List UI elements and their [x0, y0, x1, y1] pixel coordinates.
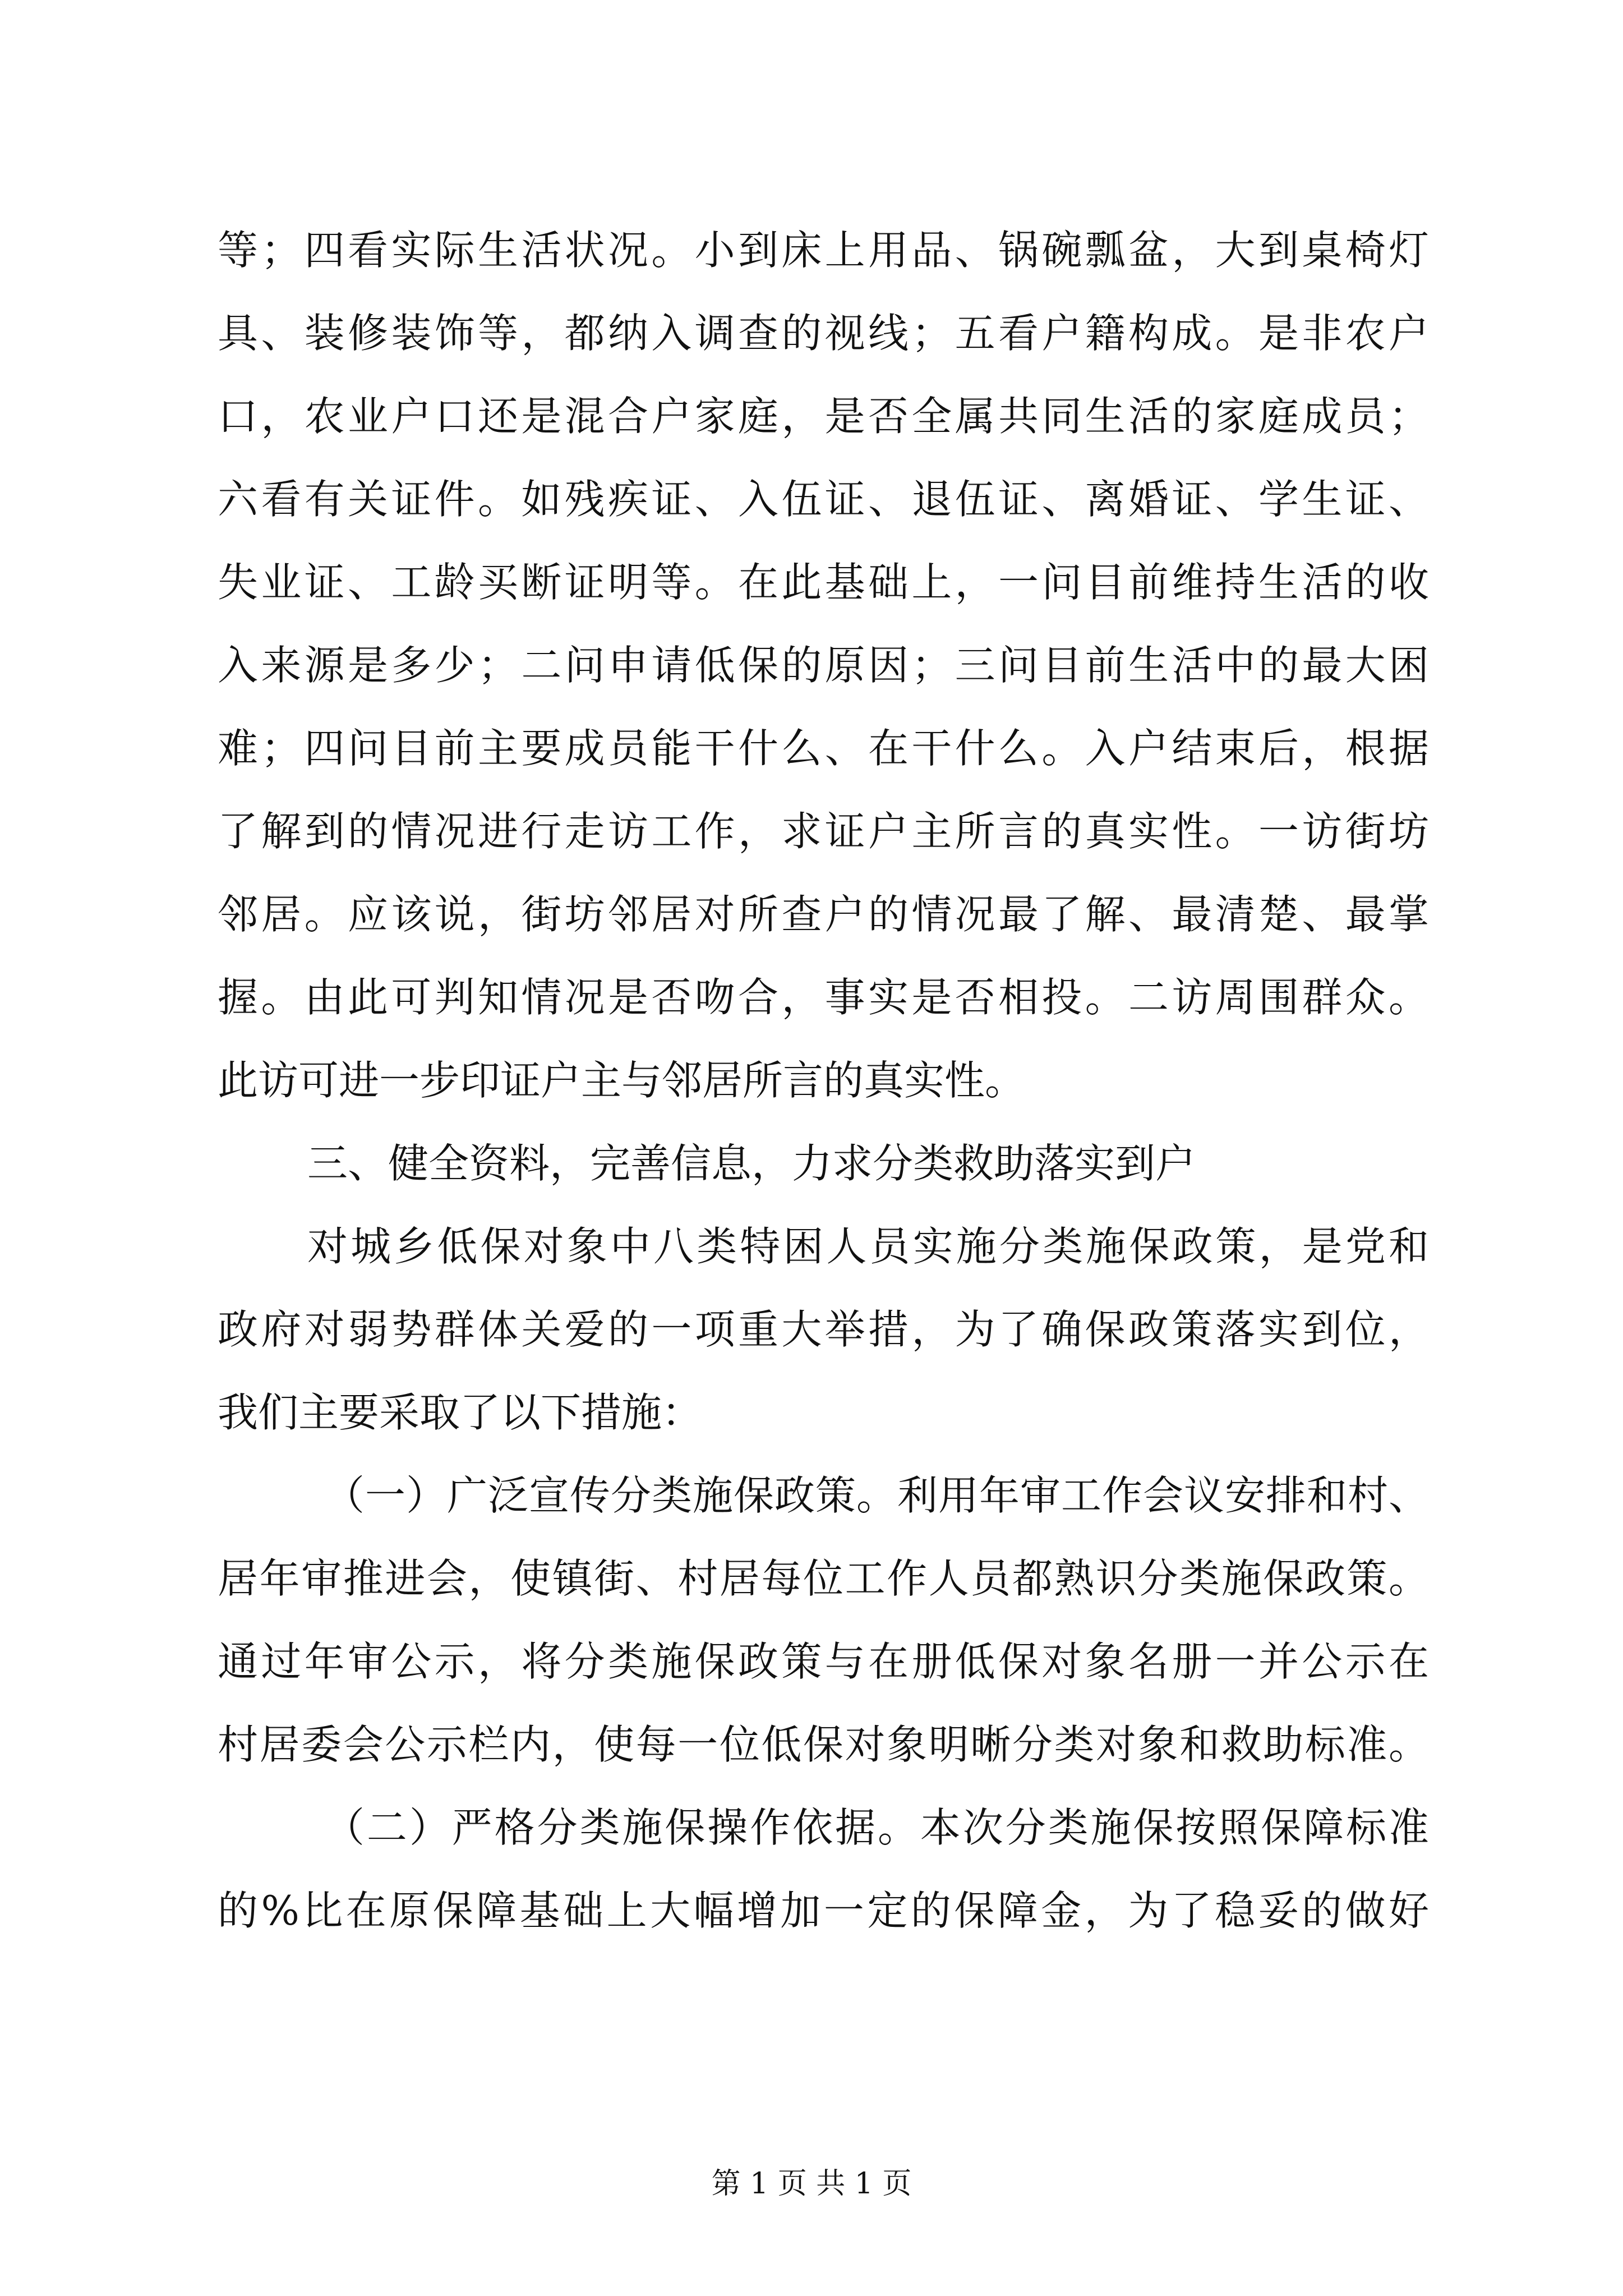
paragraph-first-line: 对城乡低保对象中八类特困人员实施分类施保政策，是党和 [307, 1223, 1429, 1270]
page-footer: 第 1 页 共 1 页 [711, 2167, 912, 2201]
text-line: 六看有关证件。如残疾证、入伍证、退伍证、离婚证、学生证、 [218, 476, 1429, 523]
text-line: 失业证、工龄买断证明等。在此基础上，一问目前维持生活的收 [218, 559, 1429, 606]
subsection-first-line: （二）严格分类施保操作依据。本次分类施保按照保障标准 [324, 1804, 1429, 1851]
text-line: 握。由此可判知情况是否吻合，事实是否相投。二访周围群众。 [218, 974, 1429, 1021]
text-line: 了解到的情况进行走访工作，求证户主所言的真实性。一访街坊 [218, 808, 1429, 855]
text-line: 的%比在原保障基础上大幅增加一定的保障金，为了稳妥的做好 [218, 1887, 1429, 1934]
text-line: 等；四看实际生活状况。小到床上用品、锅碗瓢盆，大到桌椅灯 [218, 227, 1429, 274]
text-line: 村居委会公示栏内，使每一位低保对象明晰分类对象和救助标准。 [218, 1721, 1429, 1768]
text-line: 入来源是多少；二问申请低保的原因；三问目前生活中的最大困 [218, 642, 1429, 689]
text-line: 居年审推进会，使镇街、村居每位工作人员都熟识分类施保政策。 [218, 1555, 1429, 1602]
subsection-first-line: （一）广泛宣传分类施保政策。利用年审工作会议安排和村、 [324, 1472, 1429, 1519]
section-heading: 三、健全资料，完善信息，力求分类救助落实到户 [307, 1140, 1196, 1187]
text-line: 具、装修装饰等，都纳入调查的视线；五看户籍构成。是非农户 [218, 310, 1429, 357]
text-line: 难；四问目前主要成员能干什么、在干什么。入户结束后，根据 [218, 725, 1429, 772]
text-line: 政府对弱势群体关爱的一项重大举措，为了确保政策落实到位， [218, 1306, 1429, 1353]
text-line: 口，农业户口还是混合户家庭，是否全属共同生活的家庭成员； [218, 393, 1429, 440]
body-text [218, 209, 1429, 1952]
text-line: 通过年审公示，将分类施保政策与在册低保对象名册一并公示在 [218, 1638, 1429, 1685]
text-line: 我们主要采取了以下措施： [218, 1389, 703, 1436]
text-line: 此访可进一步印证户主与邻居所言的真实性。 [218, 1057, 1026, 1104]
text-line: 邻居。应该说，街坊邻居对所查户的情况最了解、最清楚、最掌 [218, 891, 1429, 938]
